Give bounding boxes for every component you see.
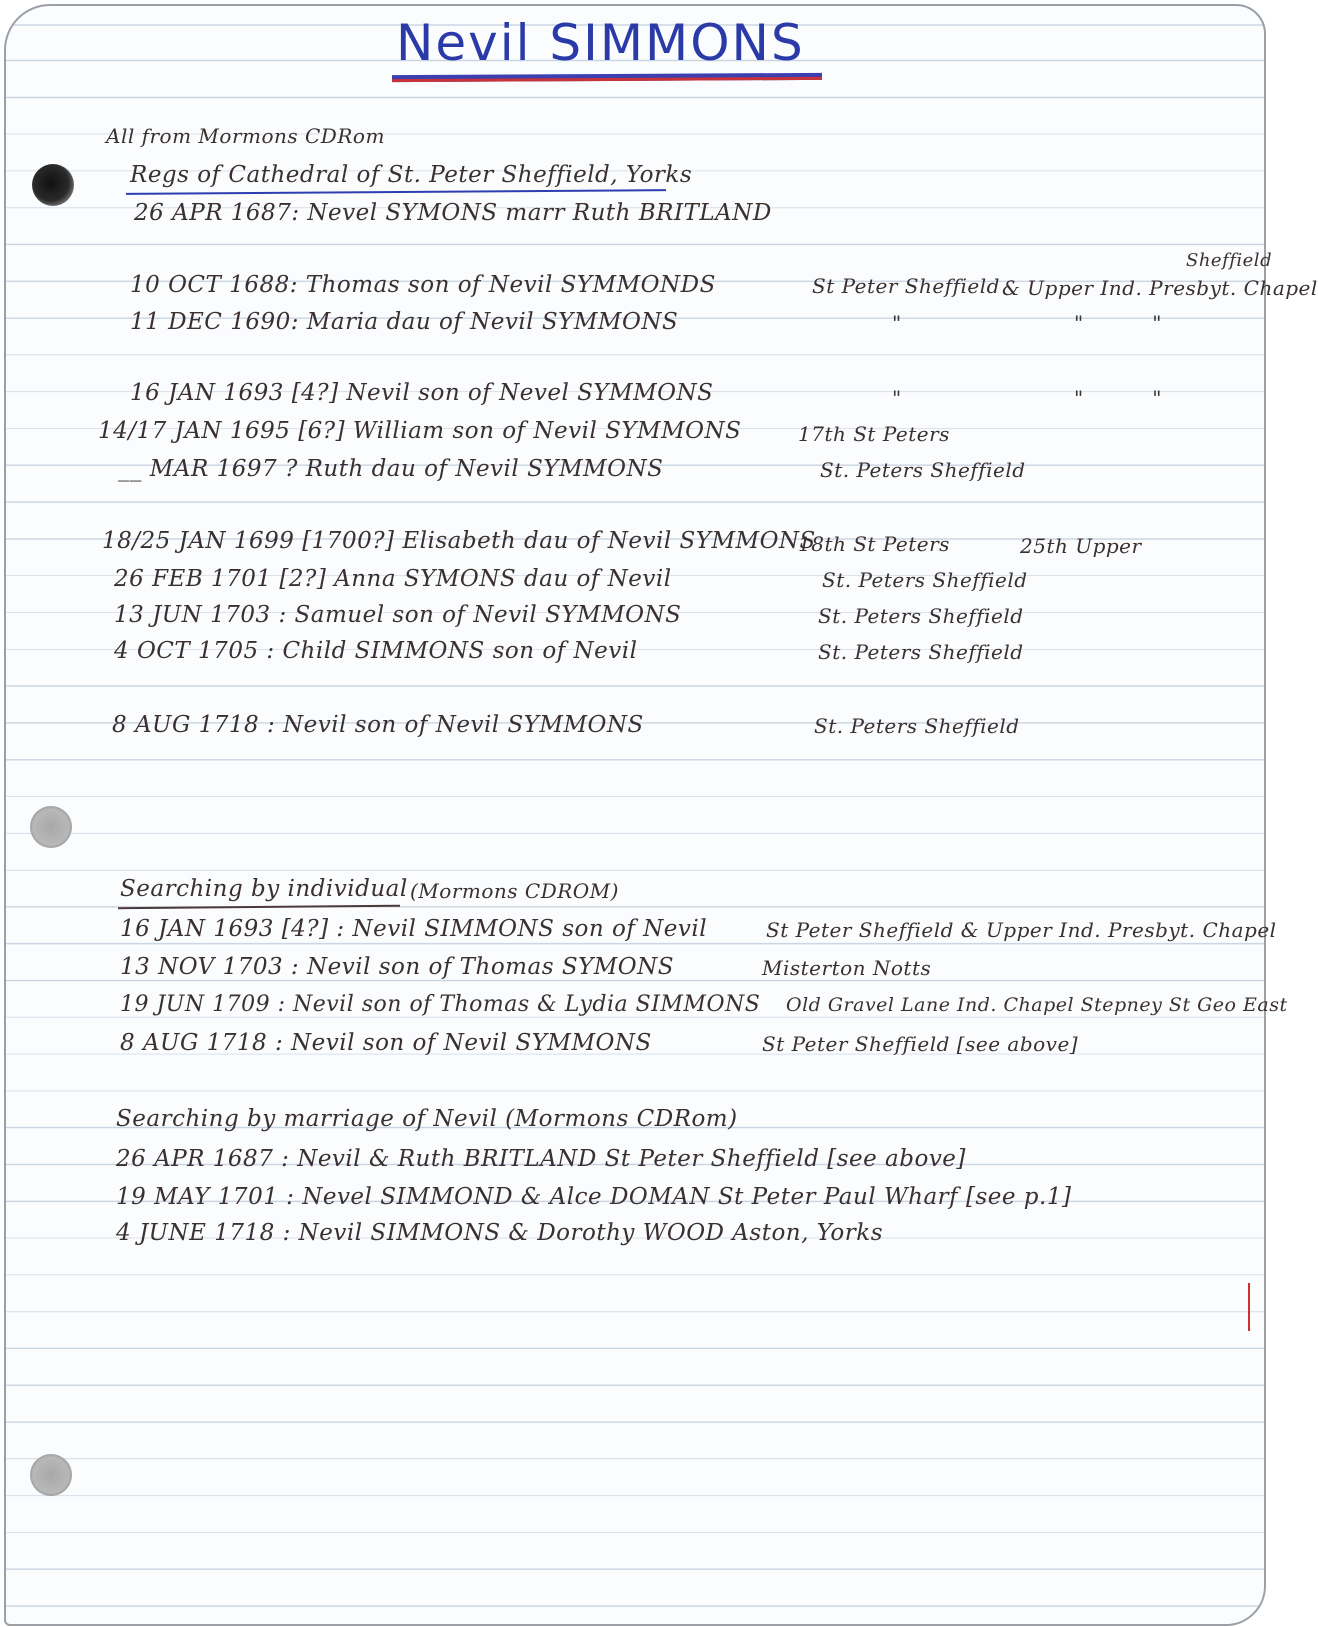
baptism-place: " <box>892 311 902 335</box>
individual-entry: 19 JUN 1709 : Nevil son of Thomas & Lydia SIMMONS <box>120 992 761 1017</box>
baptism-entry: 13 JUN 1703 : Samuel son of Nevil SYMMONS <box>114 602 682 628</box>
baptism-extra: " " <box>1074 311 1162 335</box>
marriage-entry: 26 APR 1687: Nevel SYMONS marr Ruth BRITLAND <box>134 200 772 226</box>
binder-hole-middle <box>30 806 72 848</box>
section1-heading: Regs of Cathedral of St. Peter Sheffield, Yorks <box>130 162 693 188</box>
section2-heading-underline <box>118 905 400 909</box>
baptism-extra: " " <box>1074 386 1162 410</box>
baptism-extra: 25th Upper <box>1020 534 1142 558</box>
individual-place: St Peter Sheffield & Upper Ind. Presbyt. Chapel <box>766 918 1277 942</box>
page-title: Nevil SIMMONS <box>396 14 805 72</box>
baptism-place: St. Peters Sheffield <box>820 458 1026 482</box>
baptism-place: " <box>892 386 902 410</box>
individual-place: St Peter Sheffield [see above] <box>762 1032 1079 1056</box>
baptism-entry: 11 DEC 1690: Maria dau of Nevil SYMMONS <box>130 309 679 335</box>
baptism-entry: 18/25 JAN 1699 [1700?] Elisabeth dau of Nevil SYMMONS <box>102 528 816 554</box>
individual-entry: 13 NOV 1703 : Nevil son of Thomas SYMONS <box>120 954 675 980</box>
baptism-entry: __ MAR 1697 ? Ruth dau of Nevil SYMMONS <box>118 456 664 482</box>
individual-entry: 16 JAN 1693 [4?] : Nevil SIMMONS son of Nevil <box>120 916 708 942</box>
baptism-entry: 10 OCT 1688: Thomas son of Nevil SYMMONDS <box>130 272 716 298</box>
baptism-place: St. Peters Sheffield <box>818 604 1024 628</box>
section2-heading: Searching by individual <box>120 876 408 902</box>
baptism-place: St. Peters Sheffield <box>818 640 1024 664</box>
column-label-sheffield: Sheffield <box>1186 250 1273 271</box>
baptism-entry: 8 AUG 1718 : Nevil son of Nevil SYMMONS <box>112 712 644 738</box>
section2-heading-note: (Mormons CDROM) <box>410 879 619 903</box>
baptism-place: St. Peters Sheffield <box>814 714 1020 738</box>
binder-hole-top <box>32 164 74 206</box>
intro-note: All from Mormons CDRom <box>106 124 385 148</box>
baptism-place: St. Peters Sheffield <box>822 568 1028 592</box>
baptism-place: 17th St Peters <box>798 422 950 446</box>
baptism-extra: & Upper Ind. Presbyt. Chapel <box>1002 276 1318 300</box>
baptism-place: 18th St Peters <box>798 532 950 556</box>
baptism-entry: 14/17 JAN 1695 [6?] William son of Nevil SYMMONS <box>98 418 742 444</box>
marriage-search-entry: 4 JUNE 1718 : Nevil SIMMONS & Dorothy WOOD Aston, Yorks <box>116 1220 884 1246</box>
marriage-search-entry: 26 APR 1687 : Nevil & Ruth BRITLAND St Peter Sheffield [see above] <box>116 1146 966 1172</box>
individual-entry: 8 AUG 1718 : Nevil son of Nevil SYMMONS <box>120 1030 652 1056</box>
individual-place: Misterton Notts <box>762 956 932 980</box>
baptism-place: St Peter Sheffield <box>812 274 1000 298</box>
title-underline <box>392 73 822 82</box>
baptism-entry: 16 JAN 1693 [4?] Nevil son of Nevel SYMMONS <box>130 380 714 406</box>
notebook-page <box>4 4 1318 1626</box>
baptism-entry: 26 FEB 1701 [2?] Anna SYMONS dau of Nevil <box>114 566 672 592</box>
section3-heading: Searching by marriage of Nevil (Mormons CDRom) <box>116 1106 738 1132</box>
marriage-search-entry: 19 MAY 1701 : Nevel SIMMOND & Alce DOMAN St Peter Paul Wharf [see p.1] <box>116 1184 1072 1210</box>
binder-hole-bottom <box>30 1454 72 1496</box>
red-margin-mark <box>1248 1283 1250 1331</box>
individual-place: Old Gravel Lane Ind. Chapel Stepney St Geo East <box>786 994 1288 1016</box>
baptism-entry: 4 OCT 1705 : Child SIMMONS son of Nevil <box>114 638 638 664</box>
section1-heading-underline <box>126 189 666 195</box>
